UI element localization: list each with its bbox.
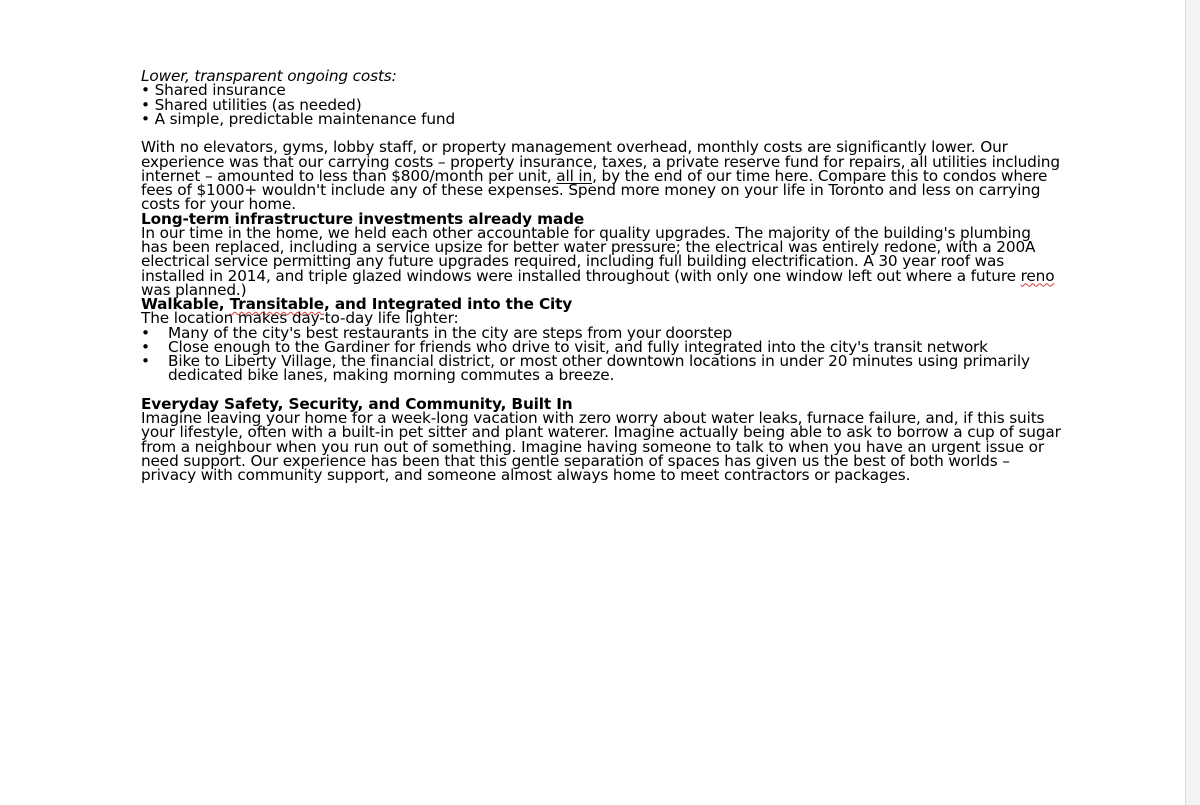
- walkable-heading-start: Walkable,: [141, 295, 230, 313]
- walkable-bullet-list: [141, 323, 1061, 385]
- reno-misspelled-word[interactable]: reno: [1020, 266, 1055, 285]
- safety-heading: Everyday Safety, Security, and Community, Built In: [141, 394, 573, 413]
- infrastructure-paragraph: [141, 223, 1061, 299]
- costs-paragraph: [141, 138, 1061, 214]
- walkable-heading-end: , and Integrated into the City: [324, 295, 573, 313]
- document-body: [141, 69, 1061, 482]
- infrastructure-text-end: was planned.): [141, 280, 247, 299]
- cost-line-maintenance: • A simple, predictable maintenance fund: [141, 109, 456, 128]
- safety-paragraph: Imagine leaving your home for a week-long vacation with zero worry about water leaks, furnace failure, and, if this suits your lifestyle, often with a built-in pet sitter and plant waterer. Imagine actually being able to ask to borrow a cup of sugar from a neighbour when you run out of something. Imagine having someone to talk to when you have an urgent issue or need support. Our experience has been that this gentle separation of spaces has given us the best of both worlds – privacy with community support, and someone almost always home to meet contractors or packages.: [141, 409, 1061, 484]
- bullet-bike: • Bike to Liberty Village, the financial district, or most other downtown locations in under 20 minutes using primarily dedicated bike lanes, making morning commutes a breeze.: [141, 354, 1061, 383]
- bullet-restaurants: • Many of the city's best restaurants in the city are steps from your doorstep: [141, 326, 1061, 340]
- ongoing-costs-section: [141, 69, 1061, 126]
- infrastructure-heading: Long-term infrastructure investments already made: [141, 209, 585, 228]
- ongoing-costs-heading: Lower, transparent ongoing costs:: [141, 67, 397, 85]
- bullet-gardiner: • Close enough to the Gardiner for friends who drive to visit, and fully integrated into the city's transit network: [141, 340, 1061, 354]
- infrastructure-text-start: In our time in the home, we held each other accountable for quality upgrades. The majority of the building's plumbing has been replaced, including a service upsize for better water pressure; the electrical was entirely redone, with a 200A electrical service permitting any future upgrades required, including full building electrification. A 30 year roof was installed in 2014, and triple glazed windows were installed throughout (with only one window left out where a future: [141, 223, 1036, 285]
- transitable-misspelled-word[interactable]: Transitable: [229, 295, 325, 313]
- walkable-intro: The location makes day-to-day life lighter:: [141, 309, 459, 328]
- costs-text-start: With no elevators, gyms, lobby staff, or property management overhead, monthly costs are significantly lower. Our experience was that our carrying costs – property insurance, taxes, a private reserve fund for repairs, all utilities including internet – amounted to less than $800/month per unit,: [141, 138, 1060, 185]
- all-in-text: all in: [556, 166, 593, 185]
- cost-line-insurance: • Shared insurance: [141, 81, 286, 100]
- page-edge: [1185, 0, 1200, 805]
- cost-line-utilities: • Shared utilities (as needed): [141, 95, 362, 114]
- costs-text-end: , by the end of our time here. Compare this to condos where fees of $1000+ wouldn't include any of these expenses. Spend more money on your life in Toronto and less on carrying costs for your home.: [141, 166, 1048, 214]
